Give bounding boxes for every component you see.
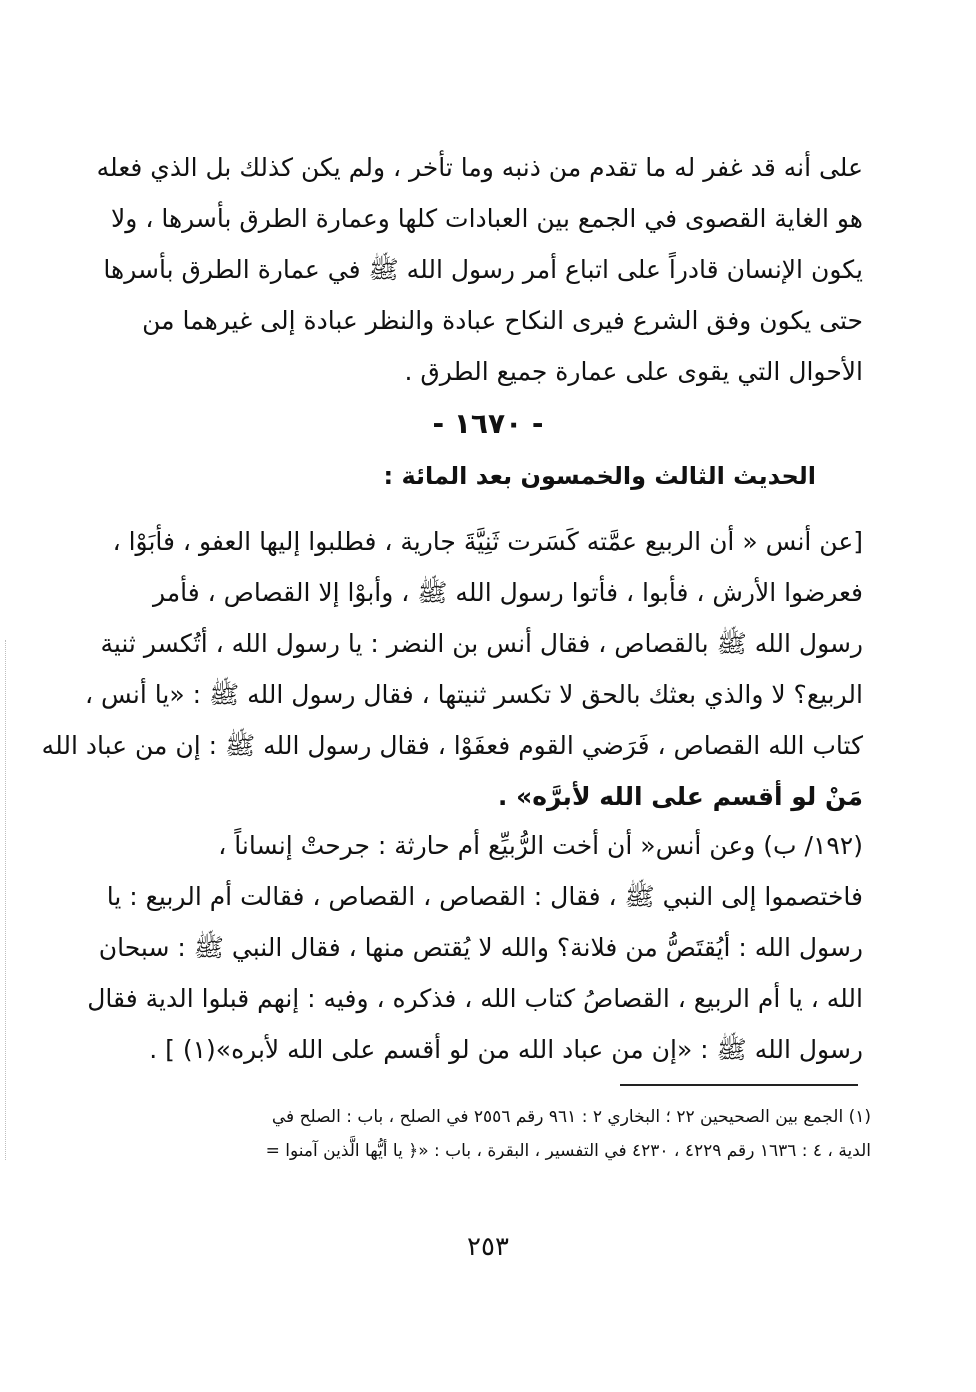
hadith-number: - ١٦٧٠ - bbox=[432, 407, 544, 440]
hadith-heading: الحديث الثالث والخمسون بعد المائة : bbox=[383, 462, 816, 490]
text-line: الربيع؟ لا والذي بعثك بالحق لا تكسر ثنيتها ، فقال رسول الله ﷺ : «يا أنس ، bbox=[85, 680, 863, 709]
footnote-line: (١) الجمع بين الصحيحين ٢٢ ؛ البخاري ٢ : ٩٦١ رقم ٢٥٥٦ في الصلح ، باب : الصلح في bbox=[271, 1107, 871, 1127]
text-line: الأحوال التي يقوى على عمارة جميع الطرق . bbox=[404, 357, 863, 386]
text-line: فعرضوا الأرش ، فأبوا ، فأتوا رسول الله ﷺ ، وأبوْا إلا القصاص ، فأمر bbox=[152, 578, 863, 607]
footnotes bbox=[115, 1100, 871, 1168]
text-line: [عن أنس « أن الربيع عمَّته كَسَرت ثَنِيَّةَ جارية ، فطلبوا إليها العفو ، فأبَوْا ، bbox=[112, 527, 863, 556]
text-line: مَنْ لو أقسم على الله لأبرَّه» . bbox=[497, 782, 863, 811]
scan-edge-mark bbox=[5, 640, 8, 1160]
text-line: يكون الإنسان قادراً على اتباع أمر رسول الله ﷺ في عمارة الطرق بأسرها bbox=[103, 255, 863, 284]
text-line: الله ، يا أم الربيع ، القصاصُ كتاب الله ، فذكره ، وفيه : إنهم قبلوا الدية فقال bbox=[87, 984, 863, 1013]
text-line: (١٩٢/ ب) وعن أنس« أن أخت الرُّبيِّع أم حارثة : جرحتْ إنساناً ، bbox=[218, 831, 863, 860]
text-line: رسول الله ﷺ : «إن من عباد الله من لو أقسم على الله لأبره»(١) ] . bbox=[149, 1035, 863, 1064]
page-number: ٢٥٣ bbox=[467, 1232, 509, 1262]
text-line: هو الغاية القصوى في الجمع بين العبادات كلها وعمارة الطرق بأسرها ، ولا bbox=[111, 204, 863, 233]
text-line: حتى يكون وفق الشرع فيرى النكاح عبادة والنظر عبادة إلى غيرهما من bbox=[142, 306, 863, 335]
footnote-divider bbox=[620, 1084, 858, 1086]
paragraph-hadith-second-narration bbox=[87, 820, 863, 1075]
paragraph-commentary bbox=[96, 142, 863, 397]
paragraph-hadith-anas bbox=[41, 516, 863, 822]
text-line: رسول الله ﷺ بالقصاص ، فقال أنس بن النضر : يا رسول الله ، أتُكسر ثنية bbox=[100, 629, 863, 658]
footnote-line: الدية ، ٤ : ١٦٣٦ رقم ٤٢٢٩ ، ٤٢٣٠ في التفسير ، البقرة ، باب : «﴿ يا أيُّها الَّذين آمنوا = bbox=[265, 1141, 871, 1161]
text-line: على أنه قد غفر له ما تقدم من ذنبه وما تأخر ، ولم يكن كذلك بل الذي فعله bbox=[96, 153, 863, 182]
text-line: رسول الله : أيُقتَصُّ من فلانة؟ والله لا يُقتص منها ، فقال النبي ﷺ : سبحان bbox=[98, 933, 863, 962]
text-line: فاختصموا إلى النبي ﷺ ، فقال : القصاص ، القصاص ، فقالت أم الربيع : يا bbox=[106, 882, 863, 911]
text-line: كتاب الله القصاص ، فَرَضي القوم فعفَوْا ، فقال رسول الله ﷺ : إن من عباد الله bbox=[41, 731, 863, 760]
